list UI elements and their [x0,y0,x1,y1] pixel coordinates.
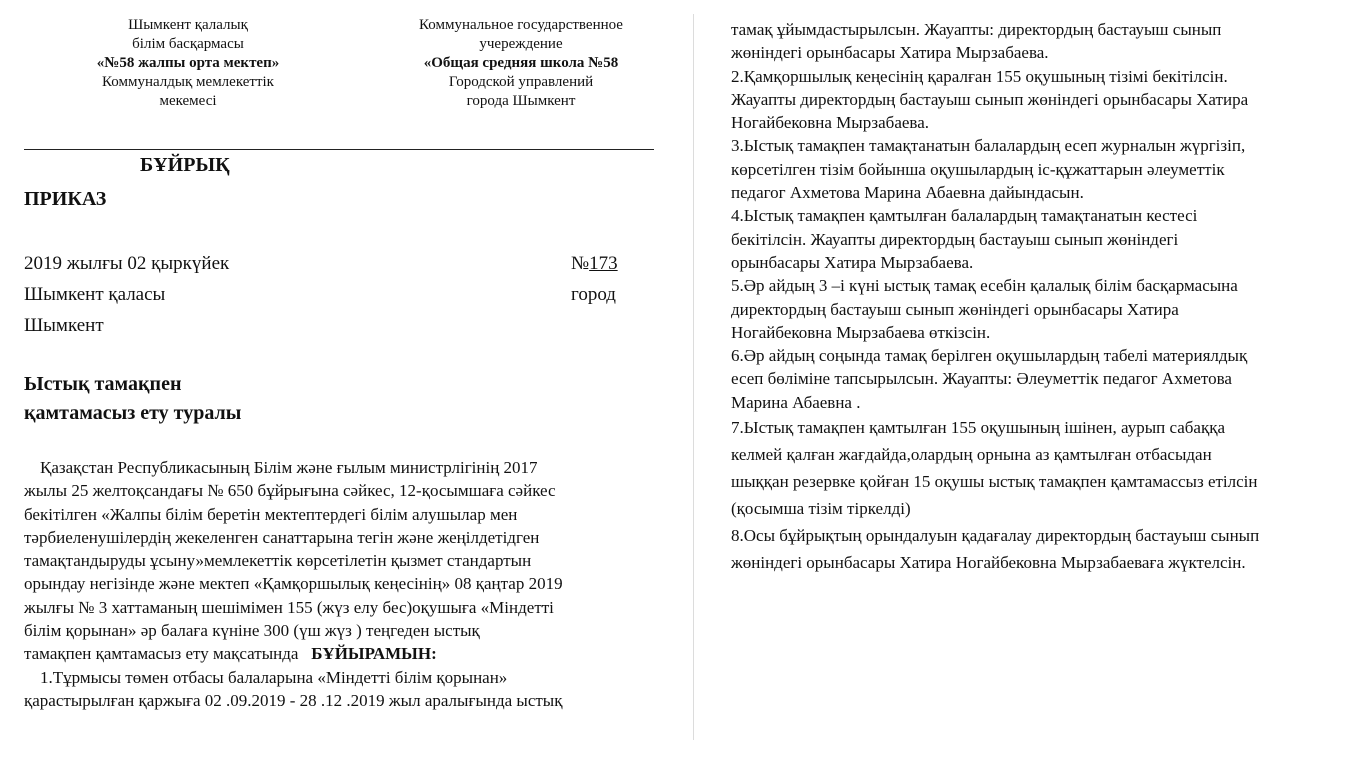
item4-line3: орынбасары Хатира Мырзабаева. [731,252,974,272]
header-ru-line1: Коммунальное государственное [419,17,623,33]
item3-line3: педагог Ахметова Марина Абаевна дайындасын. [731,183,1084,203]
header-kz-school-name: «№58 жалпы орта мектеп» [96,55,280,71]
header-kz-line1: Шымкент қалалық [128,17,248,33]
column-divider [693,14,694,740]
item5-line1: 5.Әр айдың 3 –і күні ыстық тамақ есебін қалалық білім басқармасына [731,276,1238,296]
item3-line1: 3.Ыстық тамақпен тамақтанатын балалардың есеп журналын жүргізіп, [731,136,1246,156]
item4-line2: бекітілсін. Жауапты директордың бастауыш сынып жөніндегі [731,229,1179,249]
item4-line1: 4.Ыстық тамақпен қамтылған балалардың тамақтанатын кестесі [731,206,1198,226]
header-ru-line4: Городской управлений [448,74,594,90]
header-kz-line5: мекемесі [159,93,217,109]
item5-line3: Ногайбековна Мырзабаева өткізсін. [731,322,991,342]
item6-line1: 6.Әр айдың соңында тамақ берілген оқушылардың табелі материялдық [731,346,1248,366]
preamble-line8: білім қорынан» әр балаға күніне 300 (үш жүз ) теңгеден ыстық [24,621,480,641]
preamble-line4: тәрбиеленушілердің жекеленген санаттарына тегін және жеңілдетідген [24,527,540,547]
header-ru-school-name: «Общая средняя школа №58 [423,55,619,71]
item2-line2: Жауапты директордың бастауыш сынып жөніндегі орынбасары Хатира [731,89,1249,109]
document-header [24,16,656,142]
order-city-kz: Шымкент қаласы [24,284,166,305]
item2-line1: 2.Қамқоршылық кеңесінің қаралған 155 оқушының тізімі бекітілсін. [731,66,1228,86]
left-column [24,16,656,710]
item8-line2: жөніндегі орынбасары Хатира Ногайбековна Мырзабаеваға жүктелсін. [731,553,1246,573]
item6-line2: есеп бөліміне тапсырылсын. Жауапты: Әлеуметтік педагог Ахметова [731,369,1232,389]
item6-line3: Марина Абаевна . [731,392,861,412]
item7-line1: 7.Ыстық тамақпен қамтылған 155 оқушының ішінен, аурып сабаққа [731,418,1226,438]
header-russian [376,16,666,111]
order-word: БҰЙЫРАМЫН: [311,644,437,664]
subject-line2: қамтамасыз ету туралы [24,402,242,424]
item8-line1: 8.Осы бұйрықтың орындалуын қадағалау директордың бастауыш сынып [731,526,1260,546]
item3-line2: көрсетілген тізім бойынша оқушылардың іс-құжаттарын әлеуметтік [731,159,1225,179]
header-divider [24,149,654,150]
subject-line1: Ыстық тамақпен [24,373,182,395]
order-meta-right [571,248,618,310]
preamble-line7: жылғы № 3 хаттаманың шешімімен 155 (жүз елу бес)оқушыға «Міндетті [24,597,554,617]
item1-line3: тамақ ұйымдастырылсын. Жауапты: директордың бастауыш сынып [731,20,1222,39]
doc-type-russian: ПРИКАЗ [24,188,107,210]
preamble-line9 [24,642,656,665]
order-number [571,248,618,279]
order-subject [24,370,241,428]
item1-line4: жөніндегі орынбасары Хатира Мырзабаева. [731,43,1049,63]
preamble-line3: бекітілген «Жалпы білім беретін мектептердегі білім алушылар мен [24,504,518,524]
item1-line2: қарастырылған қаржыға 02 .09.2019 - 28 .12 .2019 жыл аралығында ыстық [24,690,563,710]
item5-line2: директордың бастауыш сынып жөніндегі орынбасары Хатира [731,299,1179,319]
right-column [731,18,1351,576]
order-preamble [24,456,656,712]
order-number-prefix: № [571,253,590,274]
item1-line1: 1.Тұрмысы төмен отбасы балаларына «Міндетті білім қорынан» [40,667,508,687]
item2-line3: Ногайбековна Мырзабаева. [731,113,930,133]
order-city-ru: город [571,284,616,305]
order-meta-left [24,248,229,341]
doc-type-kazakh: БҰЙРЫҚ [140,154,230,176]
preamble-line5: тамақтандыруды ұсыну»мемлекеттік көрсетілетін қызмет стандартын [24,551,532,571]
item7-line4: (қосымша тізім тіркелді) [731,499,911,519]
order-number-value: 173 [589,253,618,274]
preamble-line9-text: тамақпен қамтамасыз ету мақсатында [24,644,299,664]
header-kz-line4: Коммуналдық мемлекеттік [102,74,274,90]
item7-line3: шыққан резервке қойған 15 оқушы ыстық тамақпен қамтамассыз етілсін [731,472,1258,492]
header-kazakh [48,16,328,111]
preamble-line6: орындау негізінде және мектеп «Қамқоршылық кеңесінің» 08 қаңтар 2019 [24,574,563,594]
preamble-line1: Қазақстан Республикасының Білім және ғылым министрлігінің 2017 [40,458,538,477]
header-ru-line5: города Шымкент [466,93,576,109]
header-kz-line2: білім басқармасы [132,36,244,52]
order-date: 2019 жылғы 02 қыркүйек [24,253,230,274]
item7-line2: келмей қалған жағдайда,олардың орнына аз қамтылған отбасыдан [731,445,1212,465]
header-ru-line2: учереждение [479,36,563,52]
order-city-name: Шымкент [24,315,104,336]
preamble-line2: жылы 25 желтоқсандағы № 650 бұйрығына сәйкес, 12-қосымшаға сәйкес [24,481,556,501]
